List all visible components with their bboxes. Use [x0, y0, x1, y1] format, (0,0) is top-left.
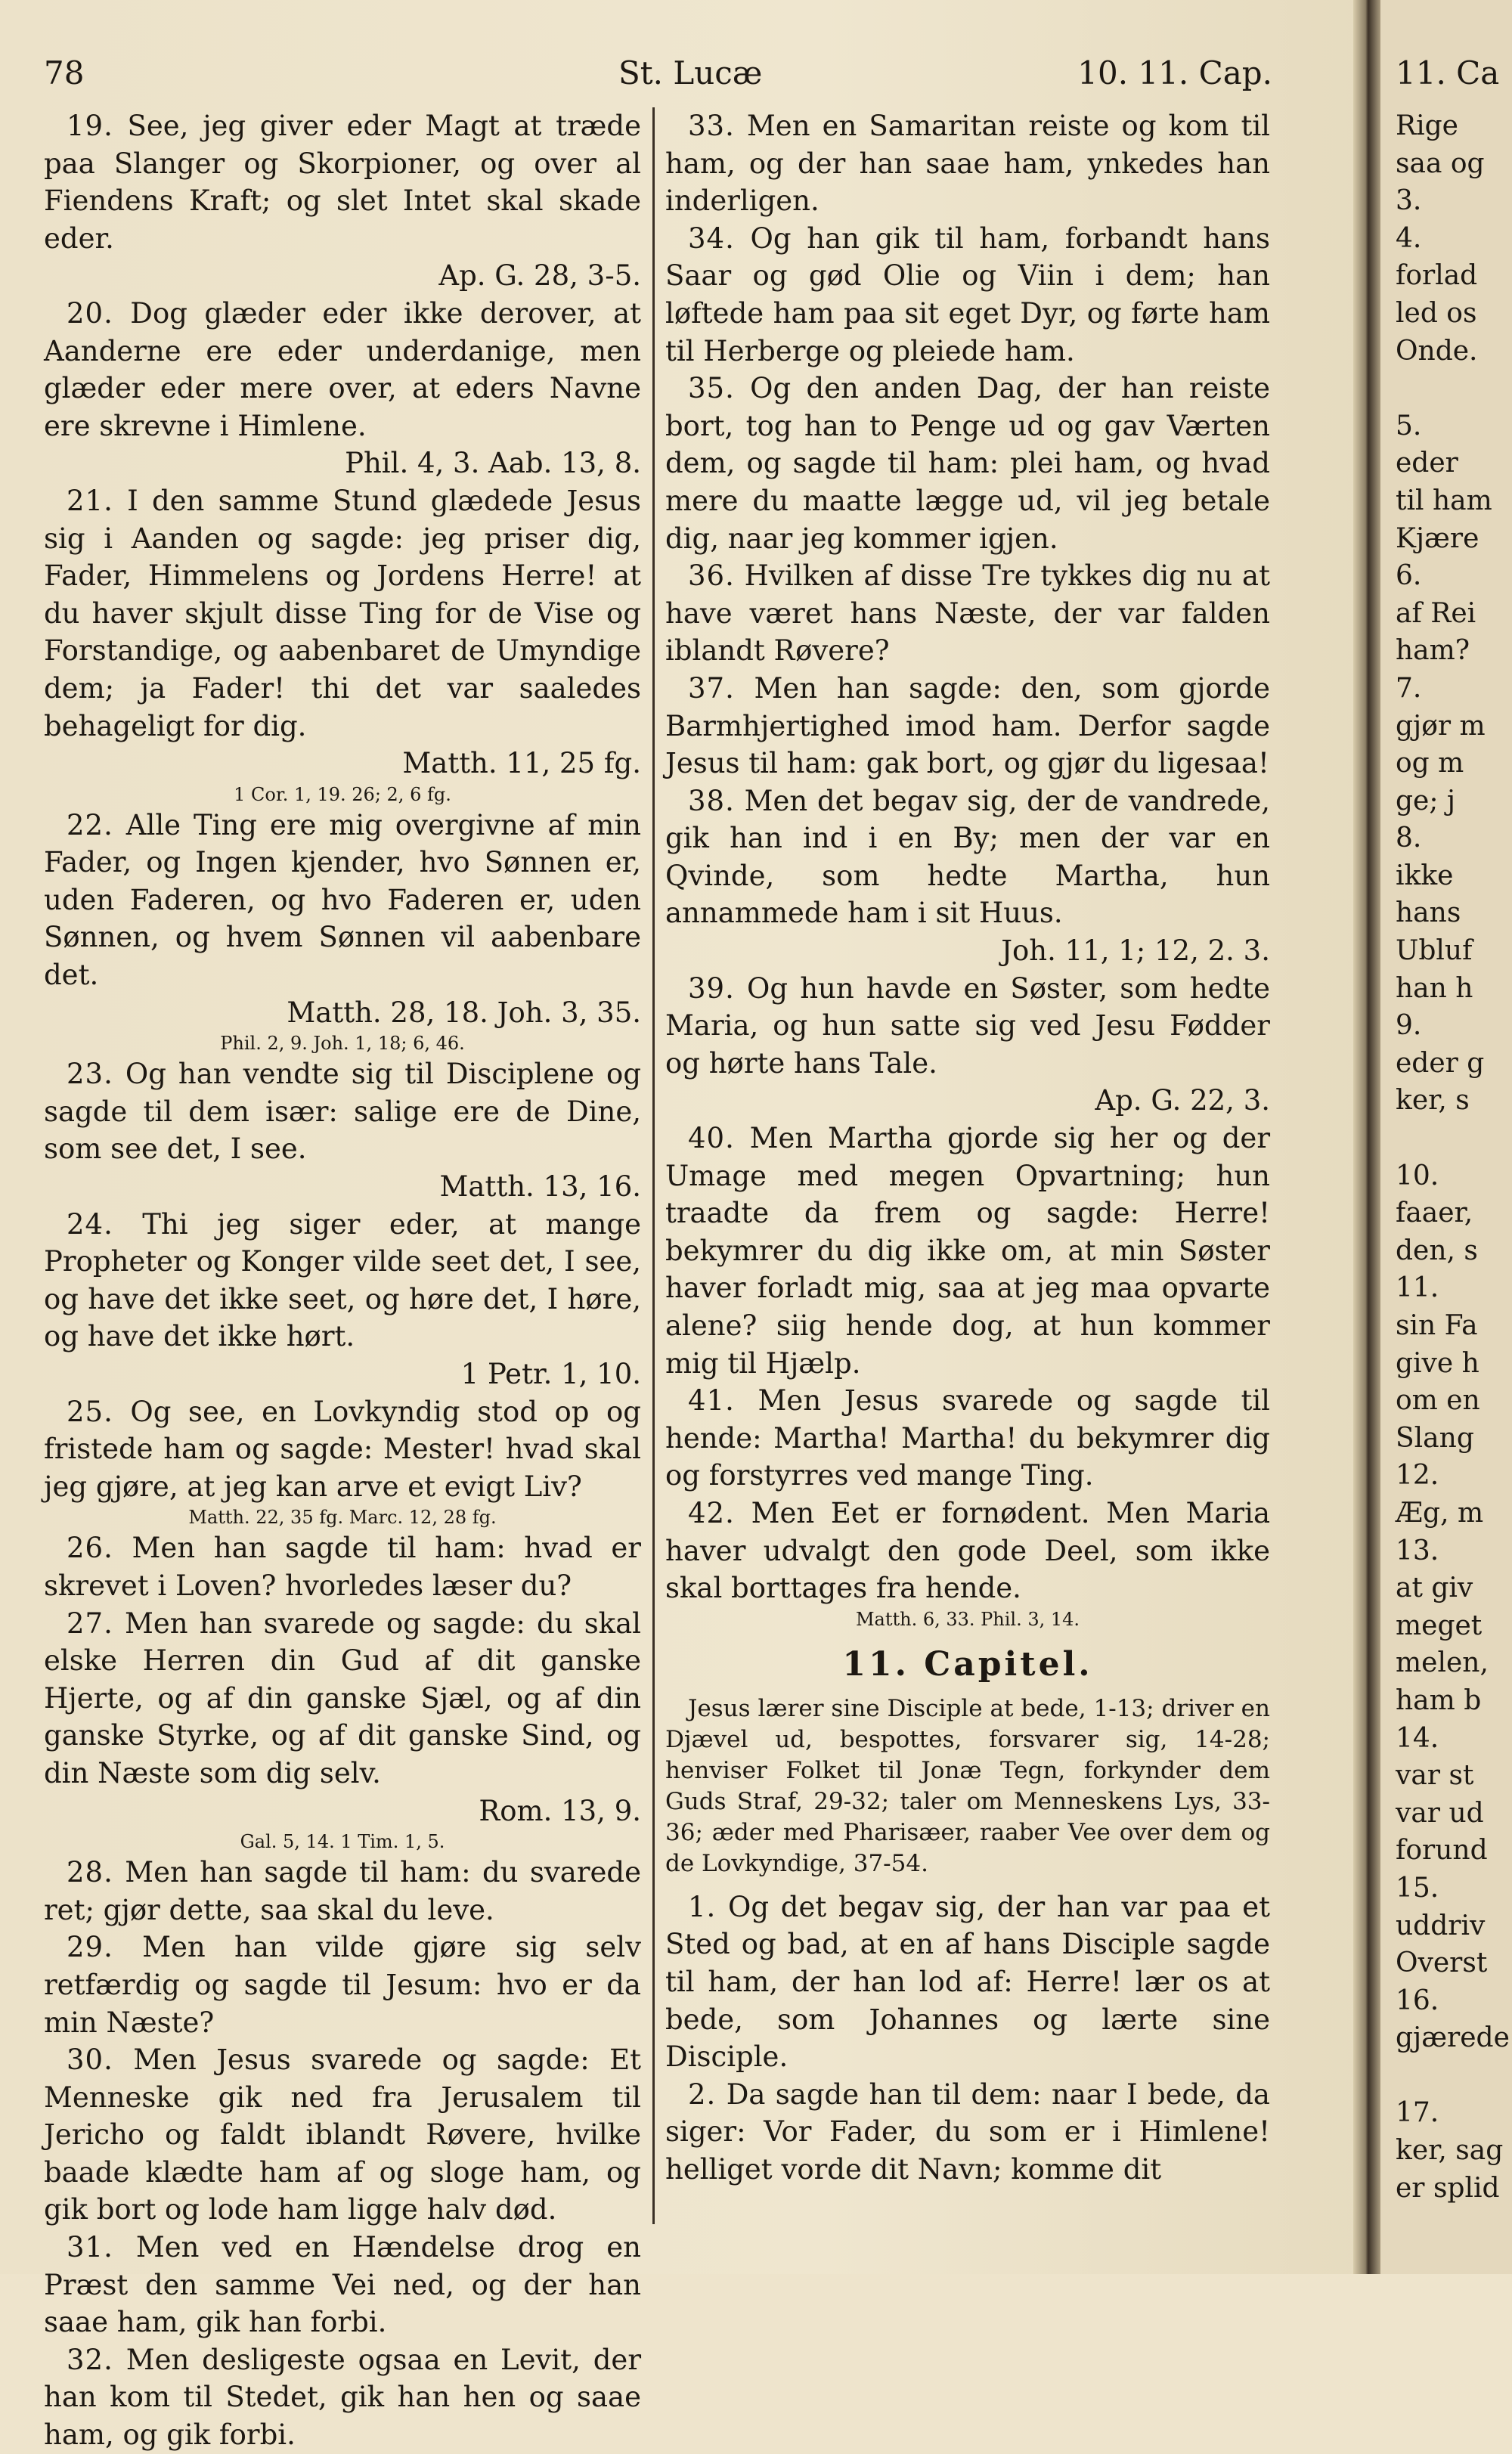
adjacent-page-line: gjør m	[1396, 710, 1486, 742]
cross-reference: Matth. 28, 18. Joh. 3, 35.	[287, 996, 641, 1029]
verse-number: 24.	[67, 1207, 113, 1241]
verse-text: Men han svarede og sagde: du skal elske Herren din Gud af dit ganske Hjerte, og af din ganske Sjæl, og af din ganske Styrke, og af dit ganske Sind, og din Næste som dig selv.	[44, 1607, 641, 1789]
adjacent-page-line: 16.	[1396, 1985, 1439, 2016]
adjacent-page-line: Onde.	[1396, 335, 1478, 367]
verse-30	[44, 2041, 641, 2229]
verse-number: 28.	[67, 1856, 113, 1889]
adjacent-page-edge	[1380, 0, 1512, 2274]
verse-text: Men Eet er fornødent. Men Maria haver udvalgt den gode Deel, som ikke skal borttages fra hende.	[665, 1496, 1271, 1605]
verse-number: 2.	[688, 2078, 717, 2111]
verse-number: 36.	[688, 559, 735, 593]
adjacent-page-line: 7.	[1396, 672, 1422, 704]
verse-number: 1.	[688, 1890, 717, 1923]
adjacent-page-line: og m	[1396, 748, 1464, 779]
adjacent-page-line: ge; j	[1396, 785, 1456, 816]
cross-reference: 1 Petr. 1, 10.	[460, 1358, 641, 1390]
adjacent-page-line: 8.	[1396, 823, 1422, 854]
adjacent-page-line: gjærede	[1396, 2022, 1510, 2054]
adjacent-page-line: om en	[1396, 1385, 1480, 1417]
verse-text: Og see, en Lovkyndig stod op og fristede ham og sagde: Mester! hvad skal jeg gjøre, at jeg kan arve et evigt Liv?	[44, 1395, 641, 1503]
verse-29	[44, 1929, 641, 2041]
adjacent-page-line: Ubluf	[1396, 935, 1473, 967]
verse-text: Alle Ting ere mig overgivne af min Fader, og Ingen kjender, hvo Sønnen er, uden Faderen, og hvo Faderen er, uden Sønnen, og hvem Sønnen vil aabenbare det.	[44, 808, 642, 992]
verse-number: 25.	[67, 1395, 113, 1428]
verse-21	[44, 482, 641, 782]
adjacent-page-line: ham b	[1396, 1684, 1482, 1716]
adjacent-page-line: melen,	[1396, 1647, 1489, 1679]
adjacent-page-line: faaer,	[1396, 1198, 1473, 1229]
verse-text: Men han sagde: den, som gjorde Barmhjertighed imod ham. Derfor sagde Jesus til ham: gak bort, og gjør du ligesaa!	[665, 671, 1270, 780]
adjacent-page-line: 9.	[1396, 1010, 1422, 1042]
verse-number: 33.	[688, 110, 735, 142]
verse-text: Men det begav sig, der de vandrede, gik han ind i en By; men der var en Qvinde, som hedte Martha, hun annammede ham i sit Huus.	[665, 784, 1270, 930]
adjacent-page-line: 4.	[1396, 222, 1422, 254]
verse-25	[44, 1393, 641, 1506]
adjacent-page-line: er splid	[1396, 2172, 1500, 2204]
verse-number: 23.	[67, 1058, 113, 1091]
chapter-11-verses	[665, 1889, 1270, 2189]
verse-40	[665, 1120, 1270, 1382]
adjacent-page-line: 12.	[1396, 1460, 1439, 1492]
adjacent-page-line: Slang	[1396, 1422, 1474, 1454]
adjacent-page-line: led os	[1396, 297, 1477, 329]
verse-text: Og han vendte sig til Disciplene og sagde til dem især: salige ere de Dine, som see det, I see.	[44, 1058, 641, 1166]
verse-number: 26.	[67, 1532, 113, 1565]
cross-reference: Ap. G. 28, 3-5.	[438, 259, 641, 293]
footnote-reference: Phil. 2, 9. Joh. 1, 18; 6, 46.	[220, 1033, 465, 1055]
adjacent-page-line: ikke	[1396, 860, 1454, 891]
verse-text: Men en Samaritan reiste og kom til ham, og der han saae ham, ynkedes han inderligen.	[665, 110, 1270, 218]
adjacent-page-line: Rige	[1396, 110, 1458, 141]
left-column	[44, 107, 641, 2454]
adjacent-page-line: ker, s	[1396, 1085, 1470, 1117]
verse-number: 41.	[688, 1384, 735, 1418]
adjacent-page-line: uddriv	[1396, 1910, 1486, 1941]
adjacent-page-line: 3.	[1396, 185, 1422, 217]
verse-text: Men Jesus svarede og sagde til hende: Martha! Martha! du bekymrer dig og forstyrres ved mange Ting.	[665, 1384, 1270, 1492]
verse-text: Men Martha gjorde sig her og der Umage med megen Opvartning; hun traadte da frem og sagde: Herre! bekymrer du dig ikke om, at min Søster haver forladt mig, saa at jeg maa opvarte alene? siig hende dog, at hun kommer mig til Hjælp.	[665, 1122, 1271, 1380]
adjacent-page-line: ker, sag	[1396, 2135, 1504, 2167]
adjacent-page-line	[1380, 1120, 1512, 1157]
verse-number: 37.	[688, 671, 735, 705]
verse-39	[665, 970, 1270, 1120]
verse-text: Da sagde han til dem: naar I bede, da siger: Vor Fader, du som er i Himlene! helliget vorde dit Navn; komme dit	[665, 2078, 1270, 2186]
adjacent-page-line: var ud	[1396, 1797, 1484, 1829]
adjacent-page-line: at giv	[1396, 1572, 1473, 1604]
verse-26	[44, 1529, 641, 1604]
adjacent-page-line: Kjære	[1396, 522, 1479, 554]
verse-31	[44, 2229, 641, 2341]
adjacent-page-line: saa og	[1396, 147, 1485, 179]
verse-number: 22.	[67, 808, 113, 841]
verse-number: 38.	[688, 784, 735, 817]
verse-1	[665, 1889, 1270, 2076]
adjacent-page-line: 14.	[1396, 1722, 1439, 1754]
adjacent-page-line: 6.	[1396, 560, 1422, 592]
verse-number: 21.	[67, 484, 113, 517]
adjacent-page-line: sin Fa	[1396, 1310, 1478, 1341]
footnote-reference: Gal. 5, 14. 1 Tim. 1, 5.	[240, 1831, 445, 1853]
cross-reference: Matth. 13, 16.	[439, 1170, 641, 1204]
verse-35	[665, 370, 1270, 557]
verse-36	[665, 557, 1270, 670]
verse-text: I den samme Stund glædede Jesus sig i Aanden og sagde: jeg priser dig, Fader, Himmelens og Jordens Herre! at du haver skjult disse Ting for de Vise og Forstandige, og aabenbaret de Umyndige dem; ja Fader! thi det var saaledes behageligt for dig.	[44, 484, 642, 742]
chapter-summary: Jesus lærer sine Disciple at bede, 1-13; driver en Djævel ud, bespottes, forsvarer sig, 14-28; henviser Folket til Jonæ Tegn, forkynder dem Guds Straf, 29-32; taler om Menneskens Lys, 33-36; æder med Pharisæer, raaber Vee over dem og de Lovkyndige, 37-54.	[665, 1694, 1270, 1877]
adjacent-page-line: 11.	[1396, 1272, 1439, 1304]
verse-number: 20.	[67, 296, 113, 330]
adjacent-page-line: 15.	[1396, 1872, 1439, 1904]
verse-number: 42.	[688, 1496, 735, 1529]
verse-number: 27.	[67, 1607, 113, 1640]
verse-text: Men han sagde til ham: du svarede ret; gjør dette, saa skal du leve.	[44, 1856, 641, 1926]
verse-text: Og den anden Dag, der han reiste bort, tog han to Penge ud og gav Værten dem, og sagde til ham: plei ham, og hvad mere du maatte lægge ud, vil jeg betale dig, naar jeg kommer igjen.	[665, 372, 1271, 555]
verse-text: Dog glæder eder ikke derover, at Aanderne ere eder underdanige, men glæder eder mere over, at eders Navne ere skrevne i Himlene.	[44, 296, 642, 442]
adjacent-page-line: meget	[1396, 1610, 1483, 1641]
verse-34	[665, 220, 1270, 370]
adjacent-page-line: give h	[1396, 1347, 1479, 1379]
chapter-range: 10. 11. Cap.	[1077, 54, 1272, 91]
adjacent-page-line	[1380, 370, 1512, 407]
verse-37	[665, 670, 1270, 782]
adjacent-page-lines	[1380, 107, 1512, 2207]
adjacent-page-header: 11. Ca	[1396, 54, 1500, 91]
adjacent-page-line: Overst	[1396, 1947, 1488, 1979]
adjacent-page-line: 5.	[1396, 410, 1422, 442]
verse-text: Og han gik til ham, forbandt hans Saar og gød Olie og Viin i dem; han løftede ham paa sit eget Dyr, og førte ham til Herberge og pleiede ham.	[665, 222, 1270, 367]
verse-text: Men ved en Hændelse drog en Præst den samme Vei ned, og der han saae ham, gik han forbi.	[44, 2231, 641, 2339]
verse-number: 30.	[67, 2043, 113, 2077]
footnote-reference: Matth. 6, 33. Phil. 3, 14.	[855, 1608, 1080, 1630]
verse-number: 31.	[67, 2231, 113, 2264]
column-divider	[652, 107, 655, 2224]
verse-28	[44, 1854, 641, 1929]
verse-number: 40.	[688, 1122, 735, 1155]
book-gutter	[1353, 0, 1380, 2274]
verse-23	[44, 1055, 641, 1205]
adjacent-page-line: hans	[1396, 897, 1461, 929]
verse-19	[44, 107, 641, 295]
adjacent-page-line: 10.	[1396, 1160, 1439, 1191]
adjacent-page-line: eder g	[1396, 1047, 1485, 1079]
verse-text: Men desligeste ogsaa en Levit, der han kom til Stedet, gik han hen og saae ham, og gik forbi.	[44, 2343, 642, 2452]
page-header	[44, 47, 1272, 100]
adjacent-page-line: 13.	[1396, 1535, 1439, 1566]
footnote-reference: Matth. 22, 35 fg. Marc. 12, 28 fg.	[188, 1507, 497, 1529]
adjacent-page-line	[1380, 2057, 1512, 2095]
adjacent-page-line: forund	[1396, 1835, 1488, 1867]
adjacent-page-line: han h	[1396, 972, 1473, 1004]
verse-32	[44, 2341, 641, 2454]
page-number: 78	[44, 54, 85, 91]
verse-number: 39.	[688, 971, 735, 1005]
verse-42	[665, 1495, 1270, 1607]
verse-24	[44, 1206, 641, 1393]
right-column	[665, 107, 1270, 2189]
cross-reference: Matth. 11, 25 fg.	[402, 747, 641, 780]
verse-text: Men han sagde til ham: hvad er skrevet i Loven? hvorledes læser du?	[44, 1532, 641, 1602]
verse-text: Men Jesus svarede og sagde: Et Menneske gik ned fra Jerusalem til Jericho og faldt iblandt Røvere, hvilke baade klædte ham af og sloge ham, og gik bort og lode ham ligge halv død.	[44, 2043, 642, 2226]
chapter-heading: 11. Capitel.	[842, 1644, 1093, 1684]
adjacent-page-line: den, s	[1396, 1235, 1478, 1266]
adjacent-page-line: af Rei	[1396, 597, 1476, 629]
running-title: St. Lucæ	[618, 54, 763, 91]
verse-number: 35.	[688, 372, 735, 405]
verse-text: Og hun havde en Søster, som hedte Maria, og hun satte sig ved Jesu Fødder og hørte hans Tale.	[665, 971, 1270, 1080]
adjacent-page-line: eder	[1396, 448, 1458, 479]
chapter-10-continuation	[665, 107, 1270, 1631]
verse-text: See, jeg giver eder Magt at træde paa Slanger og Skorpioner, og over al Fiendens Kraft; og slet Intet skal skade eder.	[44, 110, 641, 255]
verse-41	[665, 1382, 1270, 1495]
verse-text: Men han vilde gjøre sig selv retfærdig og sagde til Jesum: hvo er da min Næste?	[44, 1931, 642, 2039]
verse-number: 32.	[67, 2343, 113, 2376]
adjacent-page-line: Æg, m	[1396, 1497, 1484, 1529]
verse-number: 19.	[67, 110, 113, 142]
verse-number: 29.	[67, 1931, 113, 1964]
adjacent-page-line: 17.	[1396, 2097, 1439, 2129]
cross-reference: Joh. 11, 1; 12, 2. 3.	[1001, 934, 1270, 968]
cross-reference: Phil. 4, 3. Aab. 13, 8.	[345, 447, 641, 480]
adjacent-page-line: forlad	[1396, 260, 1478, 292]
verse-22	[44, 807, 641, 1032]
verse-text: Thi jeg siger eder, at mange Propheter og Konger vilde seet det, I see, og have det ikke seet, og høre det, I høre, og have det ikke hørt.	[44, 1207, 641, 1353]
verse-38	[665, 782, 1270, 970]
verse-33	[665, 107, 1270, 220]
adjacent-page-line: var st	[1396, 1760, 1474, 1792]
verse-text: Og det begav sig, der han var paa et Sted og bad, at en af hans Disciple sagde til ham, der han lod af: Herre! lær os at bede, som Johannes og lærte sine Disciple.	[665, 1890, 1271, 2074]
verse-20	[44, 295, 641, 482]
cross-reference: Rom. 13, 9.	[479, 1794, 641, 1827]
verse-2	[665, 2076, 1270, 2189]
adjacent-page-line: ham?	[1396, 635, 1470, 667]
verse-27	[44, 1605, 641, 1830]
adjacent-page-line: til ham	[1396, 485, 1492, 516]
footnote-reference: 1 Cor. 1, 19. 26; 2, 6 fg.	[234, 783, 451, 805]
verse-number: 34.	[688, 222, 735, 255]
verse-text: Hvilken af disse Tre tykkes dig nu at have været hans Næste, der var falden iblandt Røvere?	[665, 559, 1270, 668]
cross-reference: Ap. G. 22, 3.	[1095, 1084, 1270, 1117]
